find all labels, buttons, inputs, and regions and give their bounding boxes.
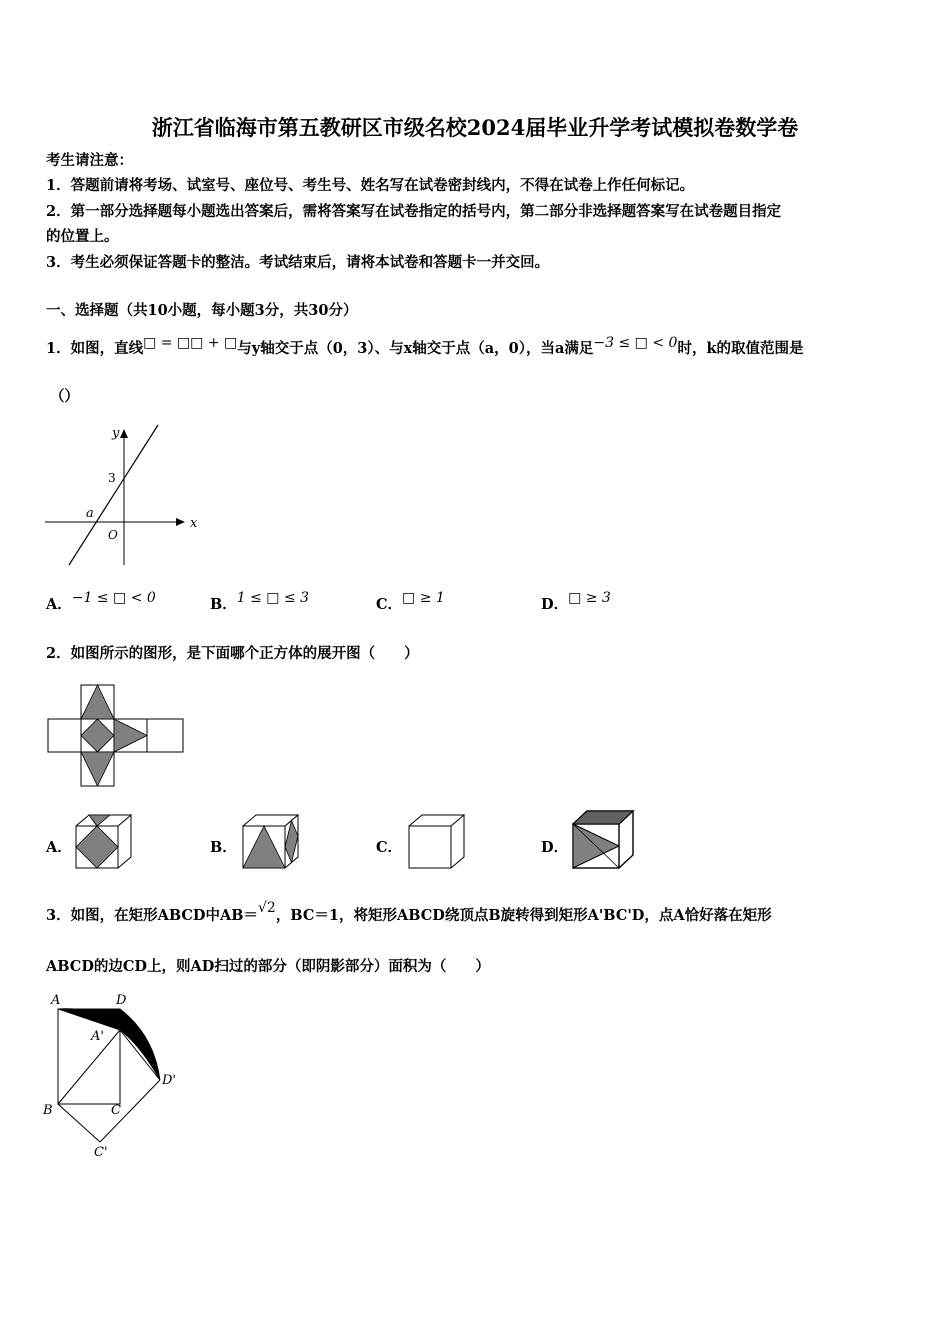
label-d-prime: D' bbox=[162, 1073, 176, 1088]
q1-formula: □ = □□ + □ bbox=[143, 335, 238, 351]
notice-item-1: 1．答题前请将考场、试室号、座位号、考生号、姓名写在试卷密封线内，不得在试卷上作任何标记。 bbox=[46, 177, 695, 194]
option-math: −1 ≤ □ < 0 bbox=[71, 590, 156, 606]
cube-b-front-triangle bbox=[243, 826, 285, 868]
notice-item-2: 2．第一部分选择题每小题选出答案后，需将答案写在试卷指定的括号内，第二部分非选择题答案写在试卷题目指定 bbox=[46, 203, 782, 220]
option-letter: D． bbox=[541, 596, 569, 613]
q1-option-b bbox=[210, 590, 310, 614]
label-c-prime: C' bbox=[94, 1145, 108, 1160]
label-d: D bbox=[116, 993, 127, 1008]
q3-stem-line2: ABCD的边CD上，则AD扫过的部分（即阴影部分）面积为（ ） bbox=[46, 958, 490, 975]
q3-part2: ，BC＝1，将矩形ABCD绕顶点B旋转得到矩形A'BC'D，点A恰好落在矩形 bbox=[275, 907, 772, 924]
line-graph bbox=[69, 425, 158, 565]
segment-ba1 bbox=[58, 1030, 120, 1104]
cube-d-top-shade bbox=[573, 811, 633, 824]
cube-a-top-shade bbox=[89, 815, 110, 826]
option-letter: A． bbox=[46, 596, 72, 613]
label-a-prime: A' bbox=[91, 1029, 104, 1044]
notice-item-2-cont: 的位置上。 bbox=[46, 228, 119, 245]
segment-bc1 bbox=[58, 1104, 100, 1142]
option-math: □ ≥ 3 bbox=[568, 590, 611, 606]
q2-option-b-label: B． bbox=[210, 839, 237, 856]
q1-option-d bbox=[541, 590, 611, 614]
q2-option-d-label: D． bbox=[541, 839, 569, 856]
cube-b-side-diamond bbox=[285, 821, 298, 863]
q1-option-a bbox=[46, 590, 156, 614]
net-bottom-triangle bbox=[81, 752, 114, 786]
q1-stem bbox=[46, 335, 804, 359]
net-right-triangle bbox=[114, 719, 147, 752]
option-math: □ ≥ 1 bbox=[402, 590, 445, 606]
label-c: C bbox=[111, 1103, 121, 1118]
q3-rectangle-figure bbox=[40, 990, 190, 1160]
a-label: a bbox=[86, 506, 94, 521]
q2-cube-c bbox=[406, 812, 468, 870]
option-letter: B． bbox=[210, 596, 237, 613]
q2-cube-a bbox=[73, 812, 135, 870]
q2-cube-d bbox=[570, 808, 638, 870]
label-a: A bbox=[51, 993, 61, 1008]
tick-3-label: 3 bbox=[108, 471, 116, 485]
q1-condition: −3 ≤ □ < 0 bbox=[593, 335, 678, 351]
q2-option-c-label: C． bbox=[376, 839, 403, 856]
q3-part1: 3．如图，在矩形ABCD中AB＝ bbox=[46, 907, 258, 924]
net-top-triangle bbox=[81, 685, 114, 719]
q1-mid: 与y轴交于点（0，3）、与x轴交于点（a，0），当a满足 bbox=[237, 340, 594, 357]
net-far-right-square bbox=[147, 719, 183, 752]
option-math: 1 ≤ □ ≤ 3 bbox=[236, 590, 310, 606]
y-axis-arrow bbox=[120, 429, 128, 438]
net-center-diamond bbox=[81, 719, 114, 752]
q2-option-a-label: A． bbox=[46, 839, 72, 856]
q3-sqrt: √2 bbox=[257, 900, 276, 916]
q1-option-c bbox=[376, 590, 445, 614]
cube-a-diamond bbox=[76, 826, 118, 868]
y-label: y bbox=[112, 426, 120, 441]
q1-suffix: 时，k的取值范围是 bbox=[677, 340, 804, 357]
segment-d1c1 bbox=[100, 1080, 160, 1142]
q1-prefix: 1．如图，直线 bbox=[46, 340, 144, 357]
q3-stem-line1 bbox=[46, 900, 772, 926]
q1-paren: （） bbox=[50, 388, 79, 405]
option-letter: C． bbox=[376, 596, 403, 613]
x-label: x bbox=[190, 516, 198, 531]
q2-net-figure bbox=[46, 684, 186, 790]
section-heading: 一、选择题（共10小题，每小题3分，共30分） bbox=[46, 302, 358, 319]
q1-graph-figure bbox=[42, 420, 207, 570]
q2-cube-b bbox=[240, 812, 302, 870]
x-axis-arrow bbox=[176, 518, 185, 526]
q2-stem: 2．如图所示的图形，是下面哪个正方体的展开图（ ） bbox=[46, 645, 419, 662]
notice-item-3: 3．考生必须保证答题卡的整洁。考试结束后，请将本试卷和答题卡一并交回。 bbox=[46, 254, 550, 271]
notice-heading: 考生请注意： bbox=[46, 152, 133, 169]
page-title: 浙江省临海市第五教研区市级名校2024届毕业升学考试模拟卷数学卷 bbox=[151, 115, 799, 140]
label-b: B bbox=[43, 1103, 53, 1118]
origin-label: O bbox=[108, 528, 118, 542]
net-left-square bbox=[48, 719, 81, 752]
